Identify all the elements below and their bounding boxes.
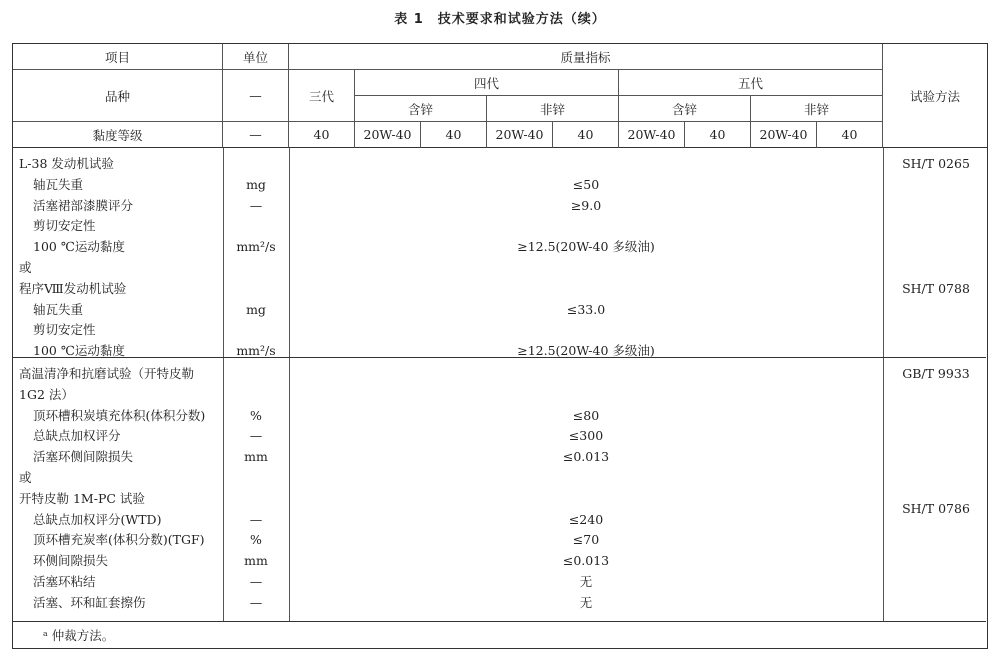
row-value: ≤240 [568,511,604,527]
table-title: 表 1 技术要求和试验方法（续） [394,12,606,27]
header-quality: 质量指标 [289,44,883,70]
row-method: SH/T 0265 [902,156,970,171]
row-method: SH/T 0786 [902,500,970,516]
row-item: 高温清净和抗磨试验（开特皮勒 [19,366,195,381]
row-value: ≤0.013 [562,553,610,569]
grade-cell: 40 [817,122,883,148]
gen5-zinc: 含锌 [619,96,751,122]
row-value: 无 [579,594,593,610]
row-value: ≤80 [572,407,600,423]
row-unit: mg [246,301,266,317]
row-unit: mm [244,553,268,569]
header-variety: 品种 [13,70,223,122]
spec-table [12,43,988,649]
row-item: 剪切安定性 [33,218,96,234]
grade-cell: 20W-40 [619,122,685,148]
row-unit: mm [244,449,268,465]
header-visc: 黏度等级 [13,122,223,148]
row-unit: mg [246,176,266,192]
table-section [13,358,986,622]
row-value: ≥12.5(20W-40 多级油) [517,239,655,255]
header-item: 项目 [13,44,223,70]
row-item: L-38 发动机试验 [19,156,114,171]
grade-cell: 40 [289,122,355,148]
row-value: ≤50 [572,176,600,192]
row-item: 剪切安定性 [33,322,96,338]
grade-cell: 20W-40 [355,122,421,148]
gen5-nonzinc: 非锌 [751,96,883,122]
gen4-nonzinc: 非锌 [487,96,619,122]
row-item: 活塞裙部漆膜评分 [33,197,134,213]
header-unit: 单位 [223,44,289,70]
row-value: ≤33.0 [566,301,606,317]
grade-cell: 40 [421,122,487,148]
row-unit: % [250,407,262,423]
row-unit: — [249,511,263,527]
row-unit: — [249,574,263,589]
row-value: ≥9.0 [570,197,602,213]
row-value: ≤300 [568,428,604,444]
footnote: ᵃ 仲裁方法。 [43,628,115,643]
row-item: 或 [19,470,32,485]
row-method: SH/T 0788 [902,280,970,296]
divider [883,358,884,621]
visc-unit: — [223,122,289,148]
method-blank [883,122,987,148]
gen5: 五代 [619,70,883,96]
row-value: ≤70 [572,532,600,548]
row-unit: mm²/s [236,239,276,255]
divider [883,148,884,357]
row-value: ≤0.013 [562,449,610,465]
row-item: 总缺点加权评分(WTD) [33,511,162,527]
row-item: 顶环槽充炭率(体积分数)(TGF) [33,532,205,548]
row-item: 活塞环侧间隙损失 [33,449,134,465]
gen4-zinc: 含锌 [355,96,487,122]
row-method: GB/T 9933 [902,366,970,381]
row-item: 1G2 法） [19,386,74,402]
row-item: 活塞、环和缸套擦伤 [33,594,146,610]
row-unit: % [250,532,262,548]
row-item: 总缺点加权评分 [33,428,121,444]
table-section [13,148,986,358]
gen3: 三代 [289,70,355,122]
row-unit: — [249,594,263,610]
row-item: 环侧间隙损失 [33,553,109,569]
row-value: ≥12.5(20W-40 多级油) [517,343,655,359]
row-item: 100 ℃运动黏度 [33,343,125,359]
grade-cell: 40 [553,122,619,148]
row-item: 轴瓦失重 [33,301,84,317]
row-item: 活塞环粘结 [33,574,96,589]
row-unit: mm²/s [236,343,276,359]
gen4: 四代 [355,70,619,96]
row-item: 程序Ⅷ发动机试验 [19,280,127,296]
row-item: 100 ℃运动黏度 [33,239,125,255]
row-item: 或 [19,260,32,275]
row-item: 开特皮勒 1M-PC 试验 [19,490,145,506]
variety-unit: — [223,70,289,122]
row-item: 顶环槽积炭填充体积(体积分数) [33,407,206,423]
row-value: 无 [579,574,593,589]
row-item: 轴瓦失重 [33,176,84,192]
row-unit: — [249,428,263,444]
grade-cell: 40 [685,122,751,148]
header-method: 试验方法 [883,44,987,148]
row-unit: — [249,197,263,213]
grade-cell: 20W-40 [487,122,553,148]
grade-cell: 20W-40 [751,122,817,148]
